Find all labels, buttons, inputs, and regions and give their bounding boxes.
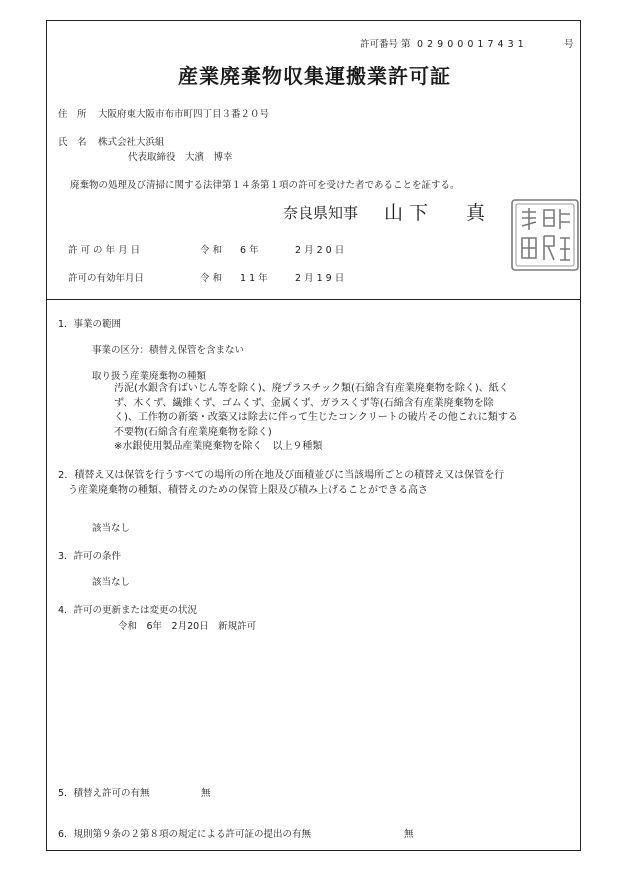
official-seal-stamp (508, 196, 583, 276)
section-4-heading: 4．許可の更新または変更の状況 (58, 605, 198, 616)
section-2-value: 該当なし (92, 523, 131, 534)
waste-types-list (114, 382, 576, 455)
section-5-heading: 5．積替え許可の有無 (58, 788, 150, 799)
waste-line: ず、木くず、繊維くず、ゴムくず、金属くず、ガラスくず等(石綿含有産業廃棄物を除 (114, 397, 494, 409)
company-name: 株式会社大浜組 (98, 137, 165, 148)
section-6-heading: 6．規則第９条の２第８項の規定による許可証の提出の有無 (58, 829, 312, 840)
permit-number-label: 許可番号 第 (360, 39, 411, 50)
section-2-line: 2．積替え又は保管を行うすべての場所の所在地及び面積並びに当該場所ごとの積替え又は保管を行 (58, 470, 505, 481)
permit-date-label: 許 可 の 年 月 日 (68, 245, 141, 256)
issuer-title: 奈良県知事 (283, 204, 359, 222)
page-title: 産業廃棄物収集運搬業許可証 (178, 64, 451, 88)
section-4-value: 令和 6年 2月20日 新規許可 (118, 621, 257, 632)
section-5-value: 無 (201, 788, 211, 799)
certification-text: 廃棄物の処理及び清掃に関する法律第１４条第１項の許可を受けた者であることを証する。 (70, 180, 460, 191)
business-category: 事業の区分：積替え保管を含まない (92, 345, 245, 356)
section-2-line: う産業廃棄物の種類、積替えのための保管上限及び積み上げることができる高さ (68, 484, 428, 496)
section-2-heading (58, 469, 580, 498)
valid-until-label: 許可の有効年月日 (68, 273, 145, 284)
section-3-heading: 3．許可の条件 (58, 551, 122, 562)
permit-date-era: 令 和 (200, 245, 223, 256)
waste-types-heading: 取り扱う産業廃棄物の種類 (92, 371, 207, 382)
permit-date-year: 6 年 (240, 245, 259, 256)
waste-line: ※水銀使用製品産業廃棄物を除く 以上９種類 (114, 441, 323, 452)
valid-until-era: 令 和 (200, 273, 223, 284)
name-label: 氏 名 (58, 137, 87, 148)
waste-line: く)、工作物の新築・改築又は除去に伴って生じたコンクリートの破片その他これに類する (114, 412, 518, 423)
address-value: 大阪府東大阪市布市町四丁目３番２０号 (98, 109, 270, 120)
permit-number-suffix: 号 (564, 39, 574, 50)
representative-name: 代表取締役 大濱 博幸 (128, 152, 233, 163)
issuer-name: 山 下 真 (384, 202, 486, 224)
waste-line: 汚泥(水銀含有ばいじん等を除く)、廃プラスチック類(石綿含有産業廃棄物を除く)、紙く (114, 383, 509, 394)
section-6-value: 無 (404, 829, 414, 840)
permit-date-monthday: 2 月 2 0 日 (295, 245, 345, 256)
valid-until-monthday: 2 月 1 9 日 (295, 273, 345, 284)
permit-number: 0 2 9 0 0 0 1 7 4 3 1 (417, 39, 525, 50)
waste-line: 不要物(石綿含有産業廃棄物を除く) (114, 426, 272, 438)
section-1-heading: 1．事業の範囲 (58, 319, 122, 330)
section-3-value: 該当なし (92, 577, 131, 588)
address-label: 住 所 (58, 109, 87, 120)
section-divider (46, 299, 581, 300)
valid-until-year: 1 1 年 (240, 273, 268, 284)
